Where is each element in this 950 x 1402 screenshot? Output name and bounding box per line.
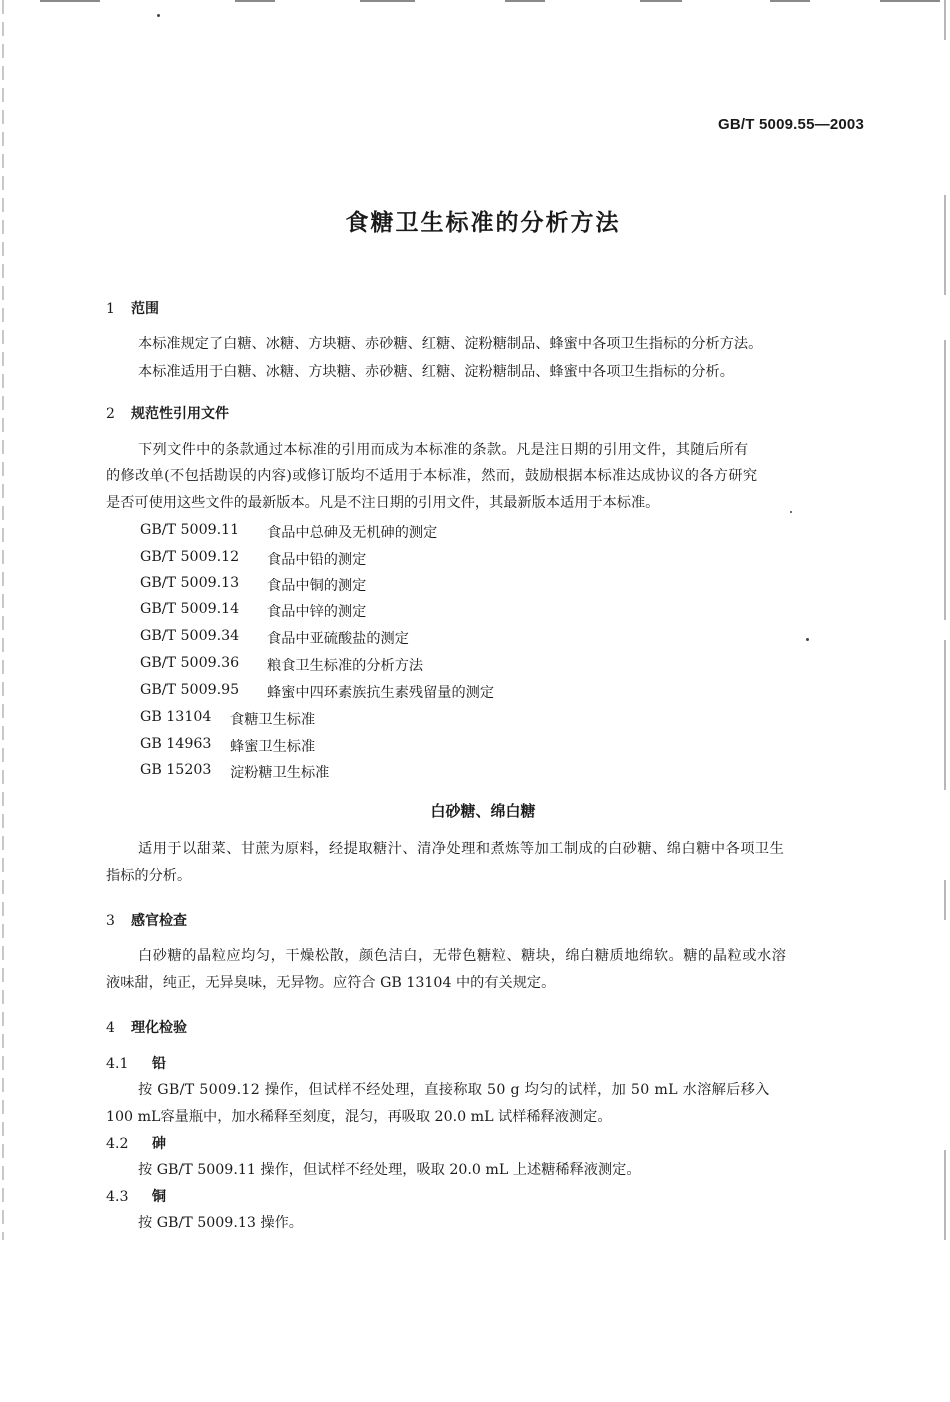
- document-title: 食糖卫生标准的分析方法: [345, 210, 621, 236]
- section-heading-sensory-inspection: [106, 910, 187, 930]
- scan-right-edge: [944, 0, 946, 40]
- section-title: 感官检查: [131, 913, 187, 929]
- scan-right-edge: [944, 1150, 946, 1240]
- paragraph-line: 是否可使用这些文件的最新版本。凡是不注日期的引用文件，其最新版本适用于本标准。: [106, 495, 660, 511]
- reference-title: 食品中铜的测定: [267, 578, 367, 594]
- paragraph-line: 白砂糖的晶粒应均匀，干燥松散，颜色洁白，无带色糖粒、糖块，绵白糖质地绵软。糖的晶粒或水溶: [138, 948, 787, 964]
- subsection-title: 铜: [152, 1189, 166, 1205]
- reference-code: GB 15203: [140, 762, 212, 778]
- reference-title: 食品中亚硫酸盐的测定: [267, 631, 409, 647]
- paragraph-line: 按 GB/T 5009.13 操作。: [138, 1215, 303, 1231]
- reference-code: GB 13104: [140, 709, 212, 725]
- subsection-heading-lead: [106, 1053, 166, 1073]
- paragraph-line: 下列文件中的条款通过本标准的引用而成为本标准的条款。凡是注日期的引用文件，其随后所有: [138, 442, 749, 458]
- reference-title: 食品中铅的测定: [267, 552, 367, 568]
- section-title: 范围: [131, 301, 159, 317]
- reference-title: 食品中锌的测定: [267, 604, 367, 620]
- reference-code: GB/T 5009.36: [140, 655, 240, 671]
- section-number: 2: [106, 406, 115, 422]
- reference-title: 蜂蜜中四环素族抗生素残留量的测定: [267, 685, 495, 701]
- scan-edge-line: [770, 0, 810, 2]
- scan-right-edge: [944, 880, 946, 920]
- scan-right-edge: [944, 340, 946, 620]
- scan-speck: [157, 14, 160, 17]
- reference-title: 淀粉糖卫生标准: [230, 765, 330, 781]
- section-number: 3: [106, 913, 115, 929]
- scan-edge-line: [360, 0, 415, 2]
- reference-title: 食品中总砷及无机砷的测定: [267, 525, 438, 541]
- subsection-heading-copper: [106, 1186, 166, 1206]
- reference-code: GB/T 5009.12: [140, 549, 240, 565]
- paragraph-line: 的修改单(不包括勘误的内容)或修订版均不适用于本标准，然而，鼓励根据本标准达成协议的各方研究: [106, 468, 758, 484]
- section-number: 4: [106, 1020, 115, 1036]
- reference-title: 食糖卫生标准: [230, 712, 316, 728]
- paragraph-line: 按 GB/T 5009.12 操作，但试样不经处理，直接称取 50 g 均匀的试样，加 50 mL 水溶解后移入: [138, 1082, 770, 1098]
- subsection-title: 铅: [152, 1056, 166, 1072]
- reference-title: 粮食卫生标准的分析方法: [267, 658, 424, 674]
- section-heading-normative-references: [106, 403, 229, 423]
- reference-code: GB/T 5009.95: [140, 682, 240, 698]
- scan-edge-line: [505, 0, 545, 2]
- scan-edge-line: [235, 0, 275, 2]
- subsection-number: 4.1: [106, 1056, 129, 1072]
- reference-code: GB/T 5009.14: [140, 601, 240, 617]
- paragraph: 本标准规定了白糖、冰糖、方块糖、赤砂糖、红糖、淀粉糖制品、蜂蜜中各项卫生指标的分析方法。: [138, 336, 763, 352]
- subsection-number: 4.2: [106, 1136, 129, 1152]
- scan-left-edge: [2, 0, 4, 1240]
- scan-speck: [790, 511, 792, 513]
- paragraph-line: 液味甜，纯正，无异臭味，无异物。应符合 GB 13104 中的有关规定。: [106, 975, 556, 991]
- paragraph-line: 按 GB/T 5009.11 操作，但试样不经处理，吸取 20.0 mL 上述糖稀释液测定。: [138, 1162, 641, 1178]
- paragraph-line: 指标的分析。: [106, 868, 192, 884]
- reference-title: 蜂蜜卫生标准: [230, 739, 316, 755]
- scan-edge-line: [640, 0, 682, 2]
- part-title: 白砂糖、绵白糖: [430, 802, 536, 820]
- section-number: 1: [106, 301, 115, 317]
- paragraph-line: 100 mL容量瓶中，加水稀释至刻度，混匀，再吸取 20.0 mL 试样稀释液测定。: [106, 1109, 612, 1125]
- subsection-title: 砷: [152, 1136, 166, 1152]
- reference-code: GB/T 5009.34: [140, 628, 240, 644]
- scan-edge-line: [880, 0, 940, 2]
- standard-code: GB/T 5009.55—2003: [718, 116, 864, 133]
- scan-speck: [806, 638, 809, 641]
- reference-code: GB/T 5009.11: [140, 522, 240, 538]
- reference-code: GB/T 5009.13: [140, 575, 240, 591]
- section-heading-scope: [106, 298, 159, 318]
- subsection-heading-arsenic: [106, 1133, 166, 1153]
- subsection-number: 4.3: [106, 1189, 129, 1205]
- section-heading-physicochemical-testing: [106, 1017, 187, 1037]
- section-title: 理化检验: [131, 1020, 187, 1036]
- paragraph: 本标准适用于白糖、冰糖、方块糖、赤砂糖、红糖、淀粉糖制品、蜂蜜中各项卫生指标的分析。: [138, 364, 734, 380]
- section-title: 规范性引用文件: [131, 406, 229, 422]
- reference-code: GB 14963: [140, 736, 212, 752]
- scan-edge-line: [40, 0, 100, 2]
- paragraph-line: 适用于以甜菜、甘蔗为原料，经提取糖汁、清净处理和煮炼等加工制成的白砂糖、绵白糖中各项卫生: [138, 841, 785, 857]
- scan-right-edge: [944, 640, 946, 790]
